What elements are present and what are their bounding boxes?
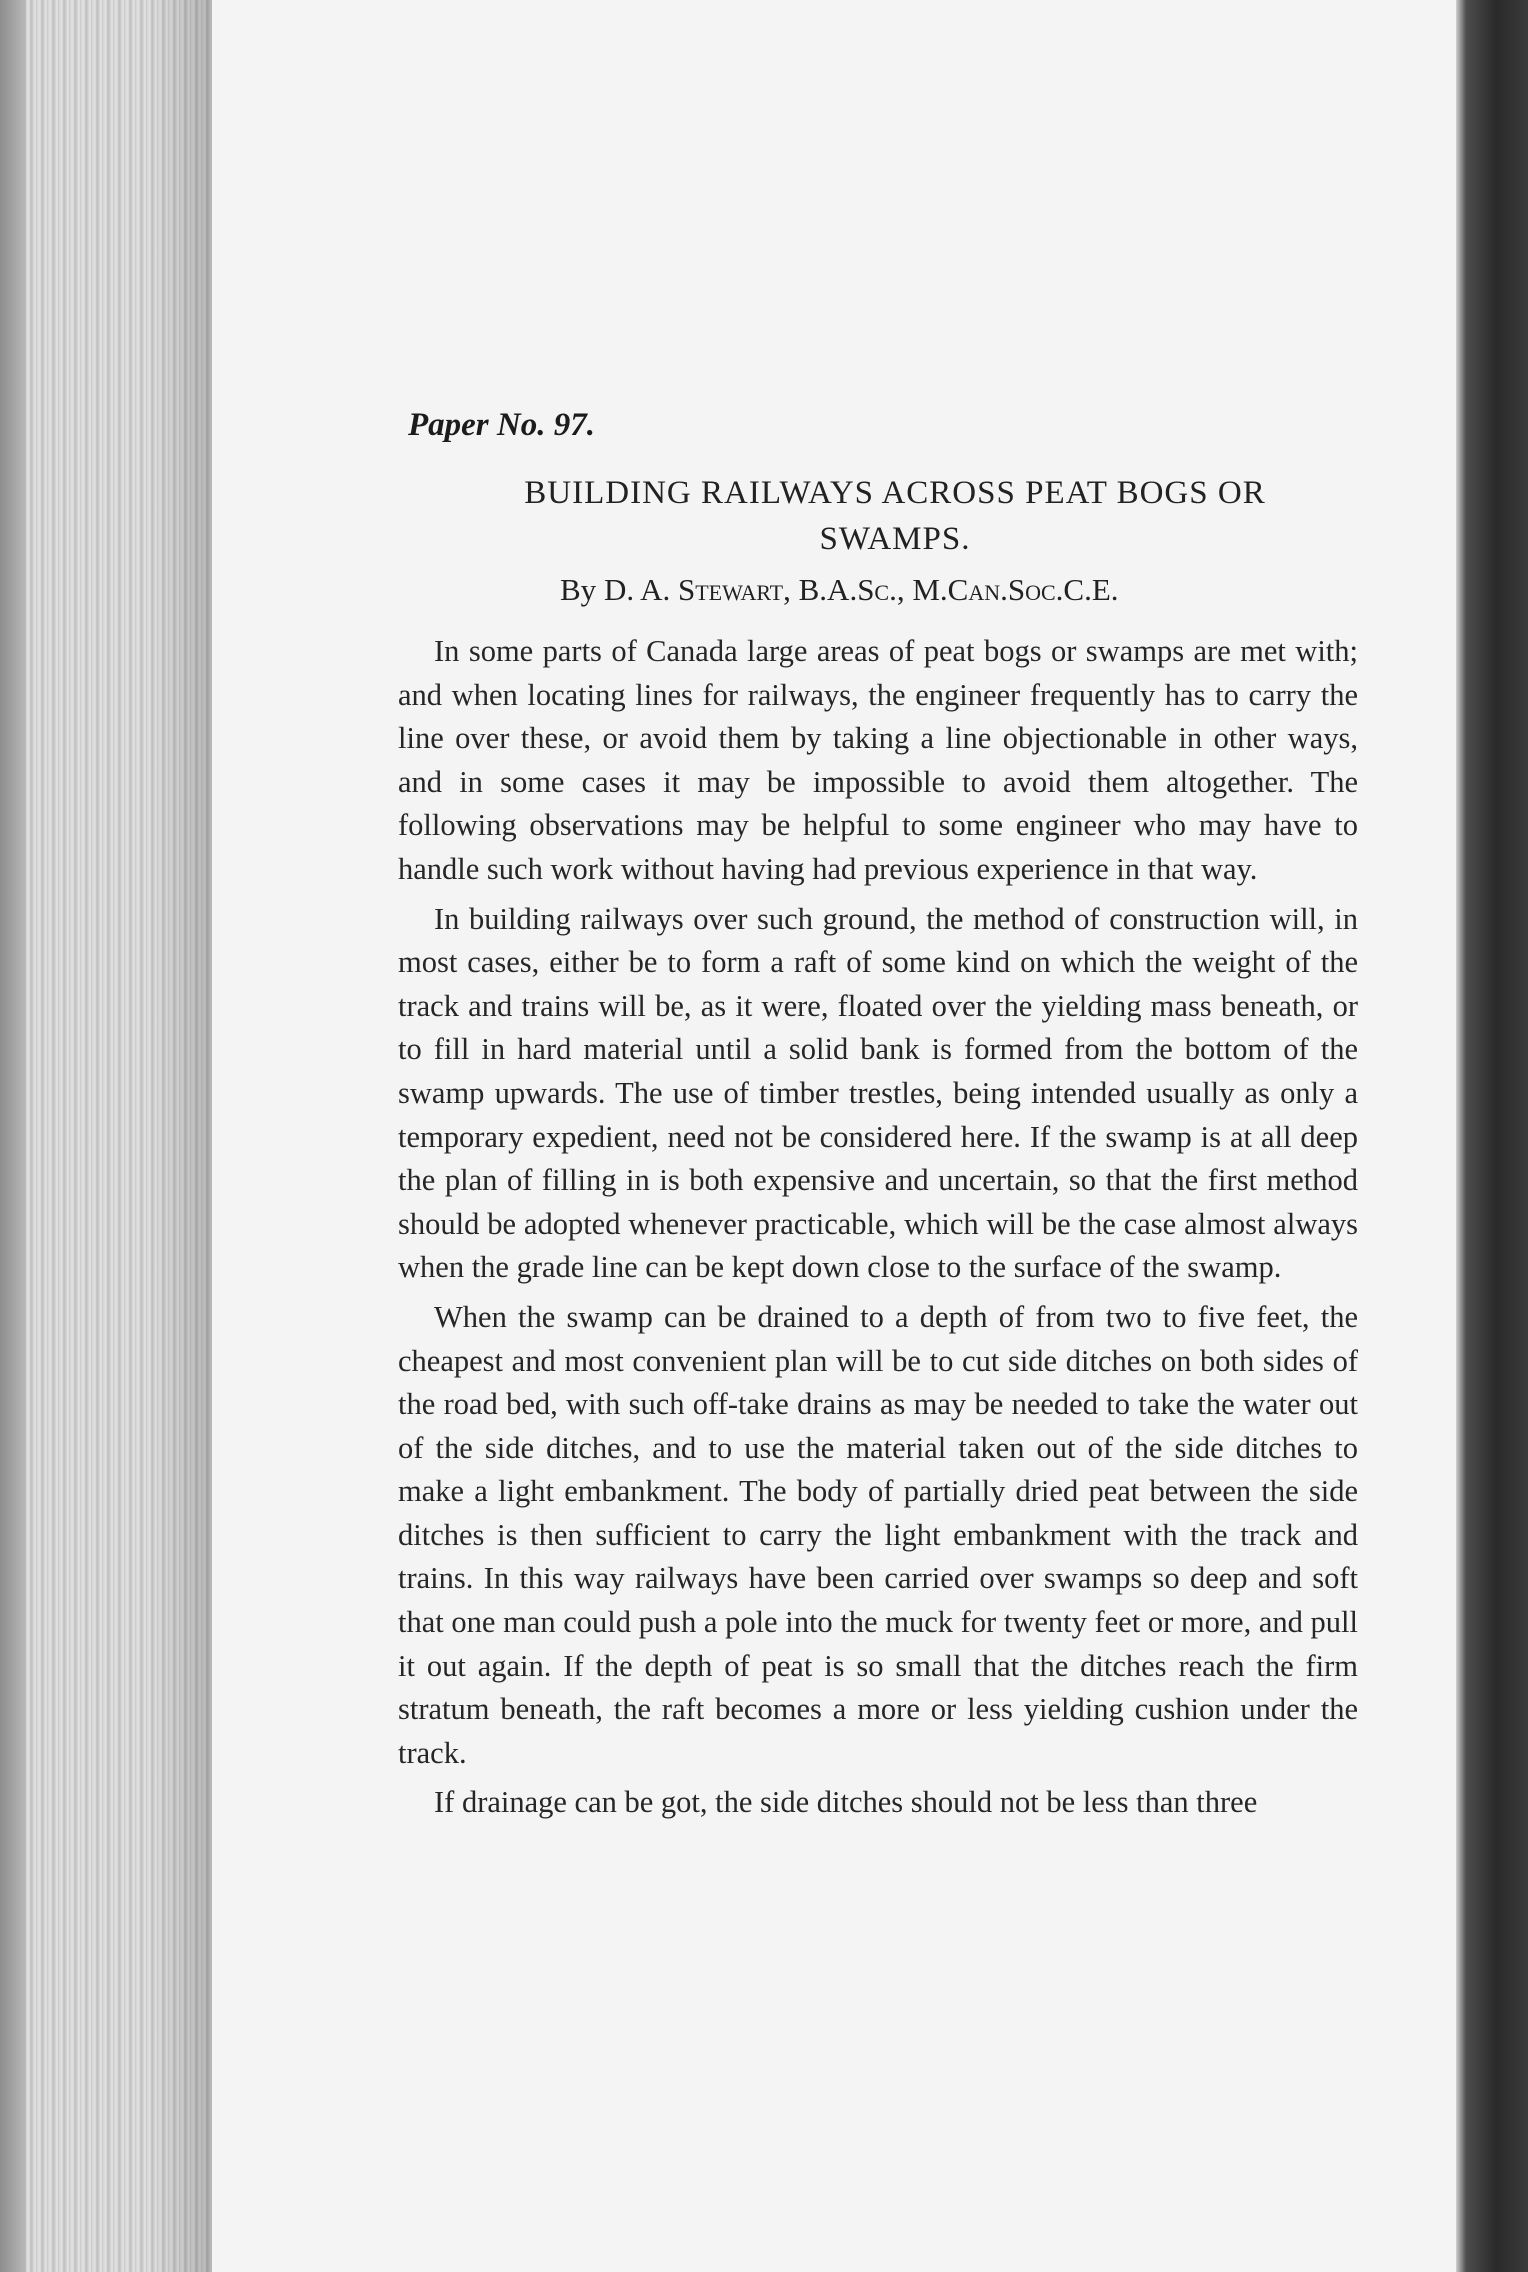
body-text xyxy=(398,630,1358,1831)
paper-title-line: BUILDING RAILWAYS ACROSS PEAT BOGS OR xyxy=(524,475,1266,511)
author-byline xyxy=(560,572,1119,608)
paragraph: In some parts of Canada large areas of peat bogs or swamps are met with; and when locating lines for railways, the engineer frequently has to carry the line over these, or avoid them by taking a line objectionable in other ways, and in some cases it may be impossible to avoid them altogether. The following observations may be helpful to some engineer who may have to handle such work without having had previous experience in that way. xyxy=(398,634,1358,886)
author-credentials: B.A.Sc., M.Can.Soc.C.E. xyxy=(798,572,1119,607)
right-scan-margin xyxy=(1456,0,1528,2272)
paper-title-line: SWAMPS. xyxy=(819,521,971,557)
paper-number-label: Paper No. 97. xyxy=(408,407,595,443)
paragraph: When the swamp can be drained to a depth of from two to five feet, the cheapest and most convenient plan will be to cut side ditches on both sides of the road bed, with such off-take drains as may be needed to take the water out of the side ditches, and to use the material taken out of the side ditches to make a light embankment. The body of partially dried peat between the side ditches is then sufficient to carry the light embankment with the track and trains. In this way railways have been carried over swamps so deep and soft that one man could push a pole into the muck for twenty feet or more, and pull it out again. If the depth of peat is so small that the ditches reach the firm stratum beneath, the raft becomes a more or less yielding cushion under the track. xyxy=(398,1299,1358,1770)
author-prefix: By xyxy=(560,572,597,607)
paragraph: If drainage can be got, the side ditches should not be less than three xyxy=(434,1785,1258,1820)
scan-margin xyxy=(0,0,26,2272)
paragraph: In building railways over such ground, the method of construction will, in most cases, either be to form a raft of some kind on which the weight of the track and trains will be, as it were, floated over the yielding mass beneath, or to fill in hard material until a solid bank is formed from the bottom of the swamp upwards. The use of timber trestles, being intended usually as only a temporary expedient, need not be considered here. If the swamp is at all deep the plan of filling in is both expensive and uncertain, so that the first method should be adopted whenever practicable, which will be the case almost always when the grade line can be kept down close to the surface of the swamp. xyxy=(398,901,1358,1285)
author-name: D. A. Stewart, xyxy=(603,572,791,607)
spine-shadow xyxy=(150,0,212,2272)
paper-title xyxy=(430,470,1360,562)
